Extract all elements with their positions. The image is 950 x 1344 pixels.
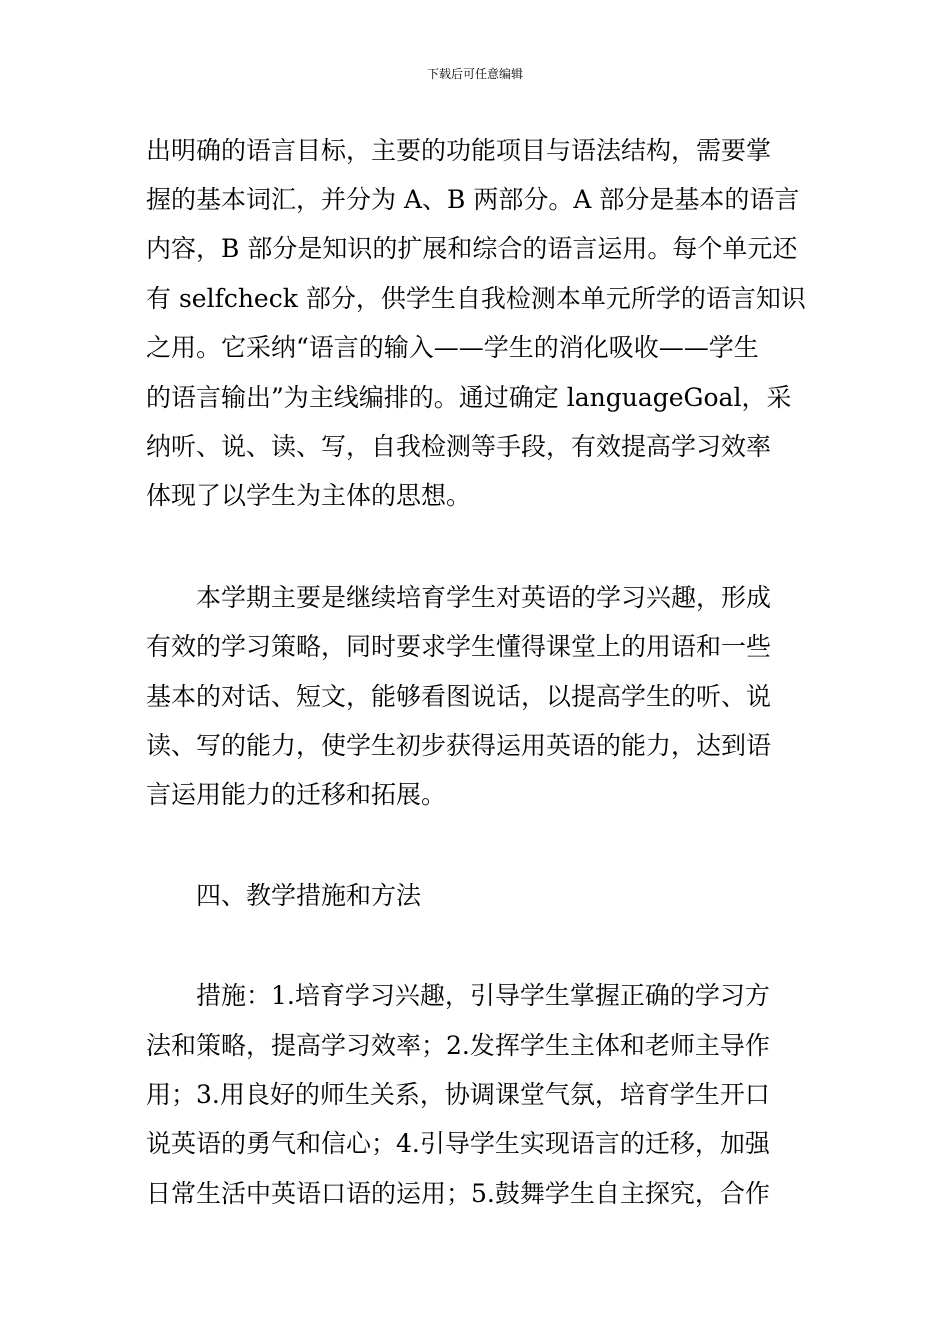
paragraph-line: 纳听、说、读、写，自我检测等手段，有效提高学习效率 xyxy=(146,432,772,461)
paragraph-line: 本学期主要是继续培育学生对英语的学习兴趣，形成 xyxy=(196,583,772,612)
paragraph-line: 内容，B 部分是知识的扩展和综合的语言运用。每个单元还 xyxy=(146,234,798,263)
paragraph-line: 日常生活中英语口语的运用；5.鼓舞学生自主探究，合作 xyxy=(146,1179,770,1208)
section-heading: 四、教学措施和方法 xyxy=(196,881,422,910)
paragraph-line: 有效的学习策略，同时要求学生懂得课堂上的用语和一些 xyxy=(146,632,772,661)
paragraph-line: 措施：1.培育学习兴趣，引导学生掌握正确的学习方 xyxy=(196,981,770,1010)
paragraph-line: 握的基本词汇，并分为 A、B 两部分。A 部分是基本的语言 xyxy=(146,185,800,214)
paragraph-line: 读、写的能力，使学生初步获得运用英语的能力，达到语 xyxy=(146,731,772,760)
paragraph-line: 法和策略，提高学习效率；2.发挥学生主体和老师主导作 xyxy=(146,1031,770,1060)
page-header: 下载后可任意编辑 xyxy=(426,67,523,81)
paragraph-line: 说英语的勇气和信心；4.引导学生实现语言的迁移，加强 xyxy=(146,1129,770,1158)
paragraph-line: 有 selfcheck 部分，供学生自我检测本单元所学的语言知识 xyxy=(146,284,806,313)
paragraph-line: 出明确的语言目标，主要的功能项目与语法结构，需要掌 xyxy=(146,136,772,165)
paragraph-line: 之用。它采纳“语言的输入——学生的消化吸收——学生 xyxy=(146,333,759,362)
paragraph-line: 言运用能力的迁移和拓展。 xyxy=(146,780,447,809)
paragraph-line: 体现了以学生为主体的思想。 xyxy=(146,481,472,510)
paragraph-line: 的语言输出”为主线编排的。通过确定 languageGoal，采 xyxy=(146,383,792,412)
paragraph-line: 基本的对话、短文，能够看图说话，以提高学生的听、说 xyxy=(146,682,772,711)
paragraph-line: 用；3.用良好的师生关系，协调课堂气氛，培育学生开口 xyxy=(146,1080,770,1109)
